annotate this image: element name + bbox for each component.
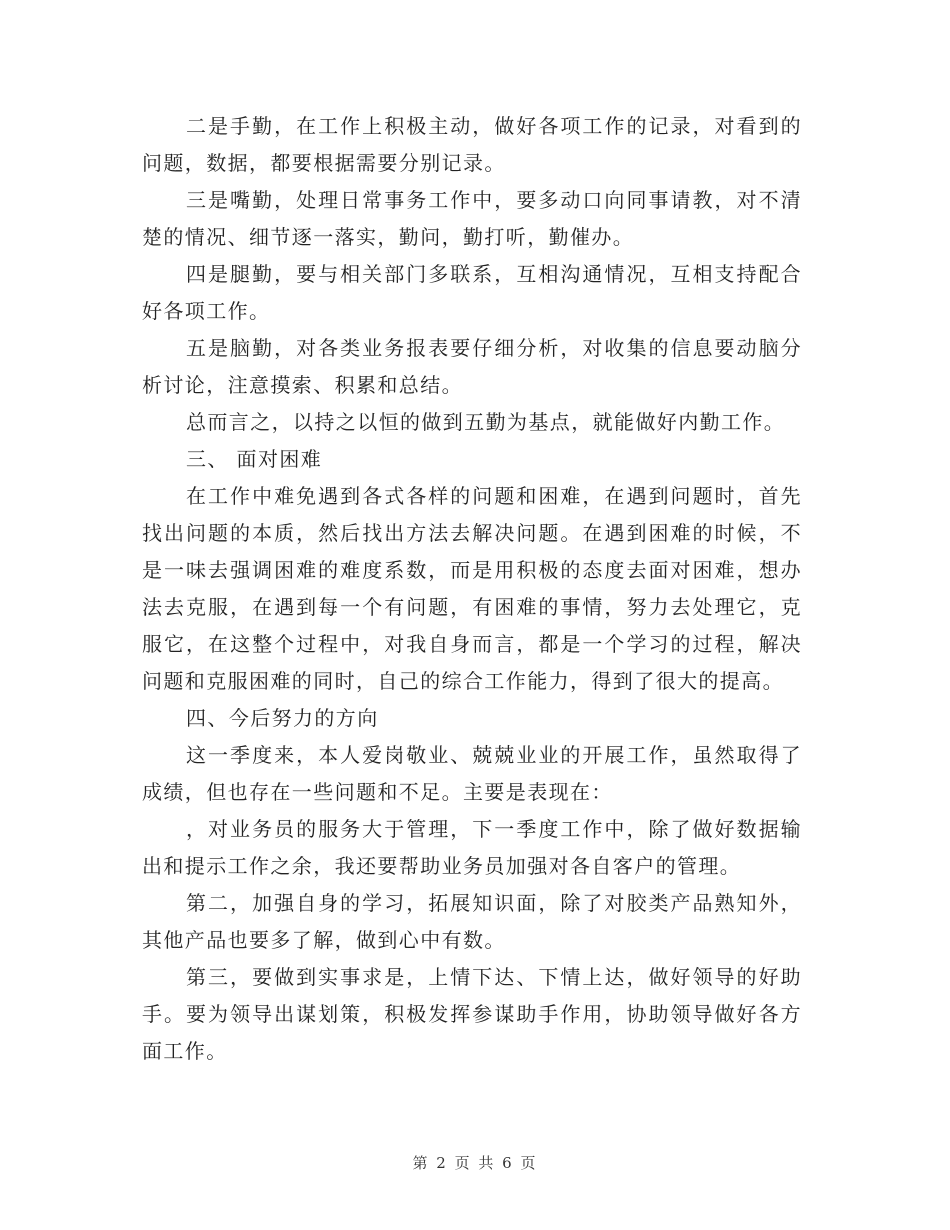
- body-text: [142, 108, 802, 1070]
- paragraph-brain-diligence: 五是脑勤，对各类业务报表要仔细分析，对收集的信息要动脑分析讨论，注意摸索、积累和总结。: [142, 336, 802, 397]
- paragraph-point-one: ，对业务员的服务大于管理，下一季度工作中，除了做好数据输出和提示工作之余，我还要帮助业务员加强对各自客户的管理。: [142, 817, 802, 878]
- paragraph-summary: 总而言之，以持之以恒的做到五勤为基点，就能做好内勤工作。: [186, 410, 786, 434]
- page-number-footer: 第 2 页 共 6 页: [412, 1154, 538, 1172]
- paragraph-leg-diligence: 四是腿勤，要与相关部门多联系，互相沟通情况，互相支持配合好各项工作。: [142, 262, 802, 323]
- paragraph-point-three: 第三，要做到实事求是，上情下达、下情上达，做好领导的好助手。要为领导出谋划策，积极发挥参谋助手作用，协助领导做好各方面工作。: [142, 965, 802, 1063]
- paragraph-mouth-diligence: 三是嘴勤，处理日常事务工作中，要多动口向同事请教，对不清楚的情况、细节逐一落实，勤问，勤打听，勤催办。: [142, 188, 802, 249]
- section-heading-facing-difficulties: 三、 面对困难: [186, 447, 323, 471]
- paragraph-quarter-review: 这一季度来，本人爱岗敬业、兢兢业业的开展工作，虽然取得了成绩，但也存在一些问题和不足。主要是表现在：: [142, 743, 802, 804]
- paragraph-difficulties: 在工作中难免遇到各式各样的问题和困难，在遇到问题时，首先找出问题的本质，然后找出方法去解决问题。在遇到困难的时候，不是一味去强调困难的难度系数，而是用积极的态度去面对困难，想办法去克服，在遇到每一个有问题，有困难的事情，努力去处理它，克服它，在这整个过程中，对我自身而言，都是一个学习的过程，解决问题和克服困难的同时，自己的综合工作能力，得到了很大的提高。: [142, 484, 802, 693]
- section-heading-future-direction: 四、今后努力的方向: [186, 706, 379, 730]
- paragraph-point-two: 第二，加强自身的学习，拓展知识面，除了对胶类产品熟知外，其他产品也要多了解，做到心中有数。: [142, 891, 802, 952]
- paragraph-hand-diligence: 二是手勤，在工作上积极主动，做好各项工作的记录，对看到的问题，数据，都要根据需要分别记录。: [142, 114, 802, 175]
